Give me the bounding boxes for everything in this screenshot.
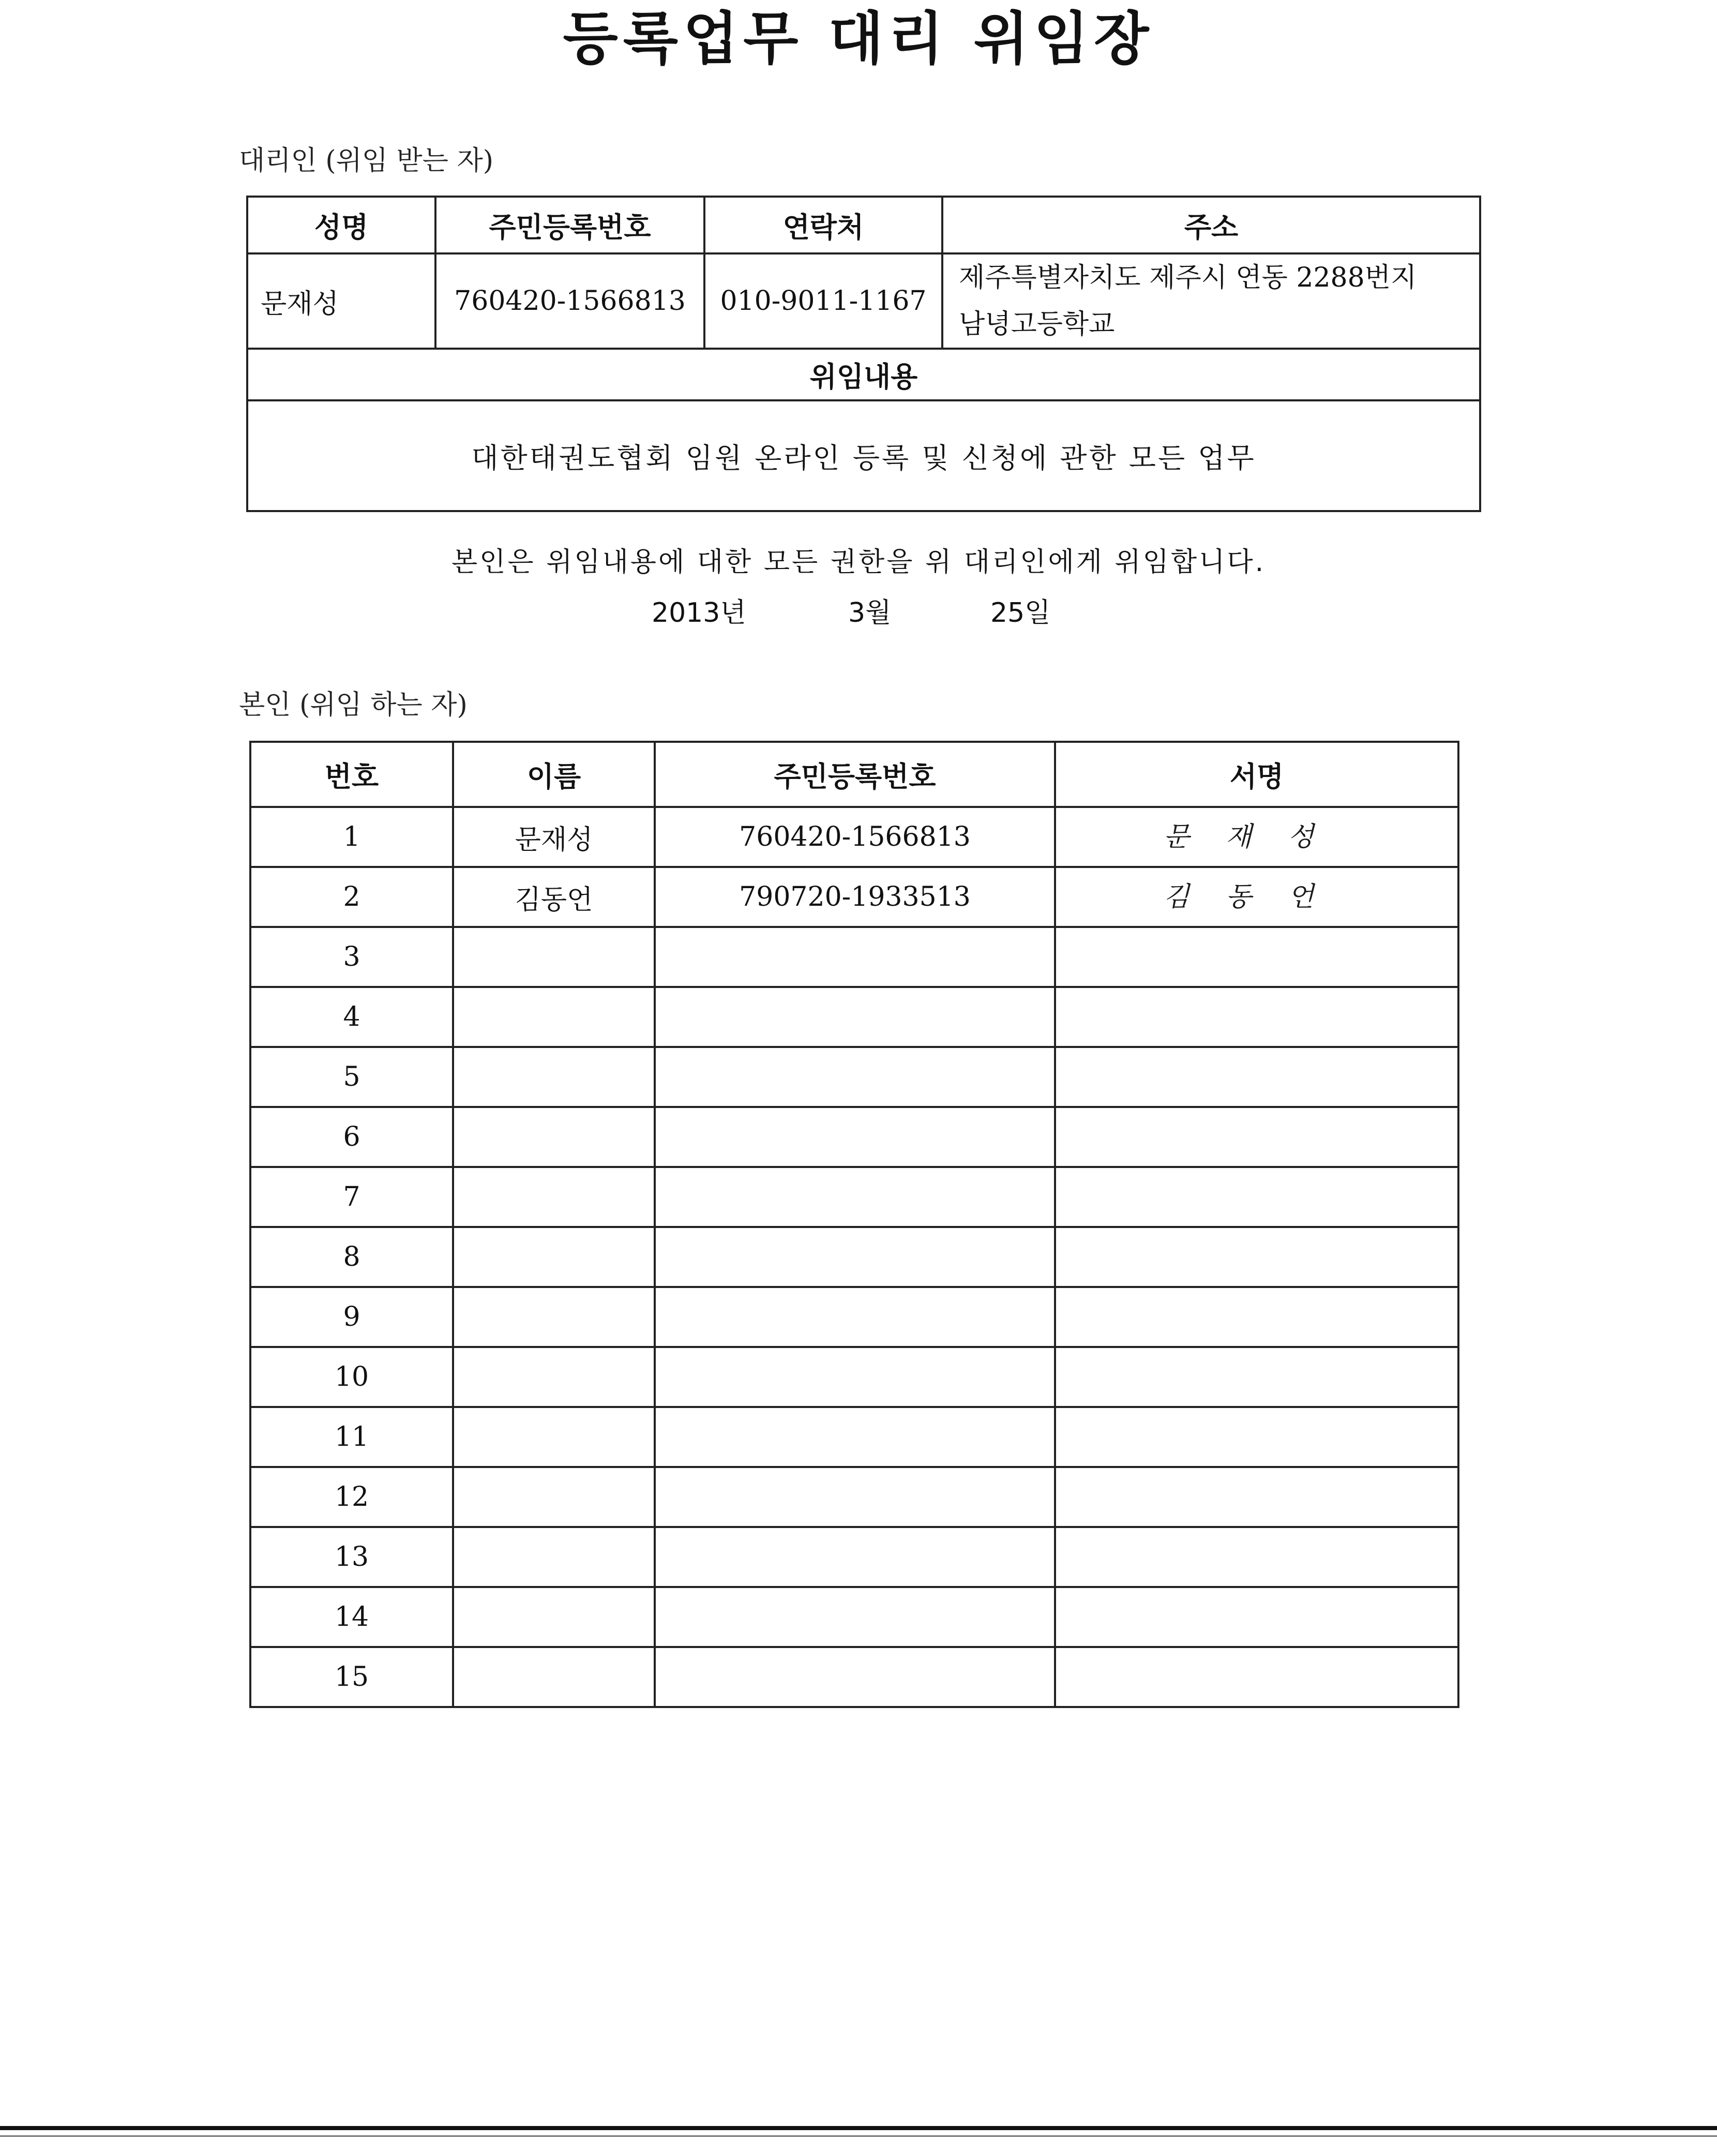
agent-address-line2: 남녕고등학교 [959,309,1115,340]
principal-row [250,1047,1458,1107]
principal-row-resident-id: 790720-1933513 [655,867,1055,927]
principal-row-resident-id [655,1107,1055,1167]
principal-row-name [453,1287,655,1347]
principal-row-resident-id [655,1167,1055,1227]
principal-row [250,1347,1458,1407]
agent-content-header-row [247,349,1480,400]
principal-header-name: 이름 [453,742,655,807]
principal-row-resident-id [655,1047,1055,1107]
agent-address-line1: 제주특별자치도 제주시 연동 2288번지 [959,262,1417,293]
principal-row-number: 8 [250,1227,453,1287]
principal-row-number: 11 [250,1407,453,1467]
principal-row [250,1107,1458,1167]
principal-row-signature [1055,1287,1458,1347]
agent-content-row [247,400,1480,511]
principal-row-number: 6 [250,1107,453,1167]
principal-row-signature: 문재성 [1055,807,1458,867]
agent-header-row [247,197,1480,253]
principal-row-number: 10 [250,1347,453,1407]
principal-row-name [453,1527,655,1587]
principal-row-signature [1055,1407,1458,1467]
principal-table [249,741,1459,1708]
date-day: 25일 [990,597,1051,628]
principal-row-signature [1055,1227,1458,1287]
agent-address [942,253,1480,349]
agent-header-address: 주소 [942,197,1480,253]
principal-header-resident-id: 주민등록번호 [655,742,1055,807]
principal-row-resident-id [655,987,1055,1047]
agent-content-header: 위임내용 [247,349,1480,400]
principal-row-resident-id [655,1587,1055,1647]
principal-row-resident-id [655,1467,1055,1527]
principal-row-signature: 김동언 [1055,867,1458,927]
agent-header-phone: 연락처 [704,197,942,253]
agent-section-label: 대리인 (위임 받는 자) [239,145,494,176]
date-month: 3월 [848,597,892,628]
principal-row-signature [1055,927,1458,987]
principal-row-name [453,1587,655,1647]
principal-rows [250,807,1458,1707]
principal-row-number: 1 [250,807,453,867]
agent-data-row [247,253,1480,349]
principal-row-name: 문재성 [453,807,655,867]
principal-row-signature [1055,1107,1458,1167]
principal-row-resident-id [655,1347,1055,1407]
principal-row [250,1527,1458,1587]
principal-row-name [453,987,655,1047]
agent-header-resident-id: 주민등록번호 [435,197,704,253]
principal-header-signature: 서명 [1055,742,1458,807]
principal-row-number: 3 [250,927,453,987]
principal-row [250,927,1458,987]
principal-row-resident-id: 760420-1566813 [655,807,1055,867]
principal-row-name [453,1647,655,1707]
bottom-rule [0,2126,1717,2130]
principal-header-number: 번호 [250,742,453,807]
delegation-statement: 본인은 위임내용에 대한 모든 권한을 위 대리인에게 위임합니다. [451,547,1266,578]
principal-row-signature [1055,1047,1458,1107]
principal-row-name [453,1167,655,1227]
principal-row-number: 2 [250,867,453,927]
principal-row-signature [1055,1167,1458,1227]
agent-table [246,196,1481,512]
principal-row [250,1467,1458,1527]
principal-row-resident-id [655,1287,1055,1347]
principal-row [250,987,1458,1047]
principal-header-row [250,742,1458,807]
principal-row [250,867,1458,927]
principal-row [250,1647,1458,1707]
principal-row-number: 15 [250,1647,453,1707]
principal-row-name: 김동언 [453,867,655,927]
principal-row-number: 4 [250,987,453,1047]
principal-row-name [453,1347,655,1407]
principal-row-signature [1055,1467,1458,1527]
agent-name: 문재성 [247,253,435,349]
principal-row [250,807,1458,867]
principal-section-label: 본인 (위임 하는 자) [239,690,468,721]
principal-row [250,1287,1458,1347]
agent-resident-id: 760420-1566813 [435,253,704,349]
principal-row-signature [1055,987,1458,1047]
principal-row-resident-id [655,1227,1055,1287]
principal-row-name [453,927,655,987]
principal-row [250,1167,1458,1227]
bottom-rule-shadow [0,2135,1717,2137]
principal-row-signature [1055,1347,1458,1407]
agent-phone: 010-9011-1167 [704,253,942,349]
principal-row-signature [1055,1527,1458,1587]
principal-row-resident-id [655,1527,1055,1587]
principal-row [250,1407,1458,1467]
principal-row-name [453,1227,655,1287]
principal-row-name [453,1047,655,1107]
principal-row-signature [1055,1587,1458,1647]
document-title: 등록업무 대리 위임장 [563,6,1154,72]
principal-row-resident-id [655,1407,1055,1467]
agent-content: 대한태권도협회 임원 온라인 등록 및 신청에 관한 모든 업무 [247,400,1480,511]
agent-header-name: 성명 [247,197,435,253]
date-year: 2013년 [652,597,746,628]
principal-row-signature [1055,1647,1458,1707]
principal-row-resident-id [655,927,1055,987]
principal-row [250,1227,1458,1287]
principal-row-name [453,1467,655,1527]
principal-row-name [453,1407,655,1467]
principal-row-number: 9 [250,1287,453,1347]
principal-row-number: 7 [250,1167,453,1227]
principal-row-number: 5 [250,1047,453,1107]
principal-row-number: 14 [250,1587,453,1647]
principal-row-number: 12 [250,1467,453,1527]
principal-row-number: 13 [250,1527,453,1587]
principal-row-name [453,1107,655,1167]
principal-row-resident-id [655,1647,1055,1707]
principal-row [250,1587,1458,1647]
